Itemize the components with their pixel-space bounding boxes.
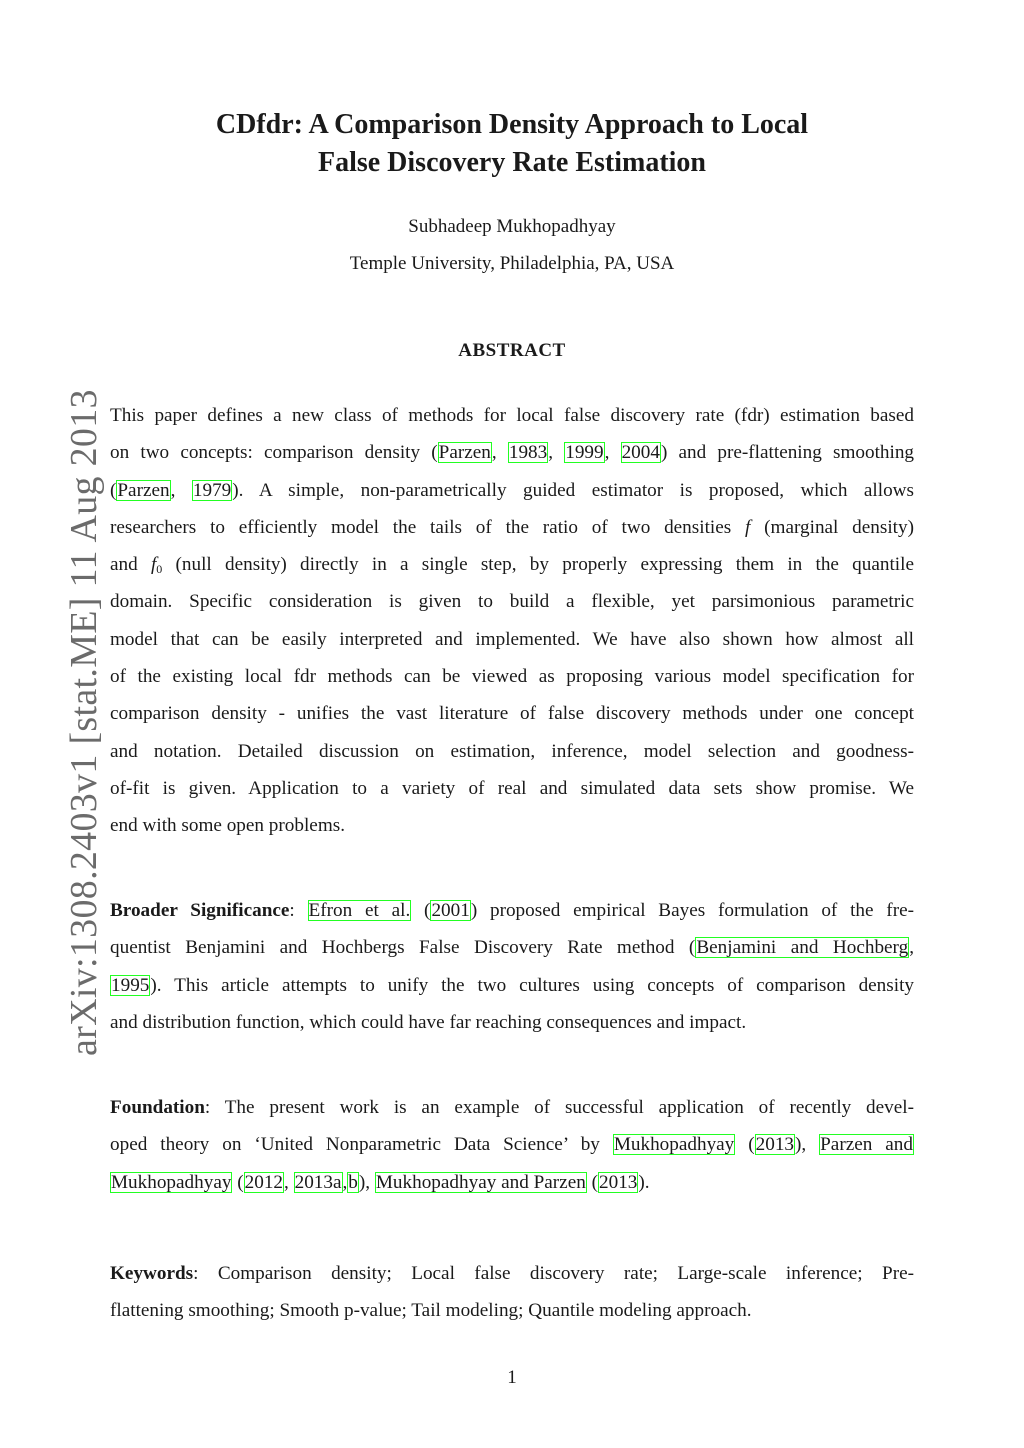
foundation-line bbox=[110, 1089, 914, 1126]
broader-significance-paragraph bbox=[110, 892, 914, 1041]
title-line-2: False Discovery Rate Estimation bbox=[317, 147, 707, 178]
text-run: researchers to efficiently model the tails of the ratio of two densities bbox=[110, 516, 746, 538]
text-run: This paper defines a new class of methods for local false discovery rate (fdr) estimation based bbox=[110, 405, 914, 426]
keywords-label: Keywords bbox=[110, 1263, 194, 1284]
text-run: , bbox=[909, 937, 914, 959]
keywords-paragraph bbox=[110, 1255, 914, 1330]
text-run: quentist Benjamini and Hochbergs False Discovery Rate method ( bbox=[110, 937, 696, 959]
text-run: ), bbox=[795, 1134, 820, 1156]
abstract-line bbox=[110, 472, 914, 509]
text-run: ). A simple, non-parametrically guided estimator is proposed, which allows bbox=[232, 479, 914, 501]
text-run: ( bbox=[735, 1134, 755, 1156]
abstract-line bbox=[110, 509, 914, 546]
citation-link[interactable]: Mukhopadhyay bbox=[111, 1171, 232, 1193]
citation-link[interactable]: 2012 bbox=[244, 1171, 283, 1193]
paper-title bbox=[110, 106, 914, 182]
abstract-line: of-fit is given. Application to a variety of real and simulated data sets show promise. We bbox=[110, 777, 914, 799]
abstract-line: and notation. Detailed discussion on estimation, inference, model selection and goodness- bbox=[110, 740, 914, 762]
abstract-line bbox=[110, 546, 914, 583]
text-run: , bbox=[170, 479, 192, 501]
broader-line bbox=[110, 967, 914, 1004]
math-subscript: 0 bbox=[156, 562, 163, 577]
citation-link[interactable]: 1999 bbox=[565, 442, 604, 464]
text-run: : Comparison density; Local false discovery rate; Large-scale inference; Pre- bbox=[193, 1263, 914, 1284]
text-run: ( bbox=[411, 900, 431, 921]
citation-link[interactable]: Efron et al. bbox=[308, 900, 411, 921]
citation-link[interactable]: 1979 bbox=[192, 479, 232, 501]
abstract-paragraph bbox=[110, 397, 914, 845]
abstract-line: of the existing local fdr methods can be viewed as proposing various model specification for bbox=[110, 666, 914, 688]
text-run: ( bbox=[586, 1171, 599, 1193]
text-run: ) and pre-flattening smoothing bbox=[660, 442, 915, 464]
text-run: , bbox=[604, 442, 621, 464]
abstract-heading: ABSTRACT bbox=[458, 340, 566, 361]
citation-link[interactable]: 2013a bbox=[294, 1171, 342, 1193]
broader-significance-label: Broader Significance bbox=[110, 900, 290, 921]
text-run: , bbox=[548, 442, 565, 464]
text-run: ). bbox=[638, 1171, 650, 1193]
foundation-line bbox=[110, 1164, 914, 1201]
citation-link[interactable]: Benjamini and Hochberg bbox=[696, 937, 909, 959]
citation-link[interactable]: Mukhopadhyay and Parzen bbox=[375, 1171, 586, 1193]
keywords-line bbox=[110, 1255, 914, 1292]
title-line-1: CDfdr: A Comparison Density Approach to Local bbox=[215, 109, 809, 140]
abstract-line: model that can be easily interpreted and implemented. We have also shown how almost all bbox=[110, 628, 914, 650]
text-run: , bbox=[284, 1171, 294, 1193]
abstract-line: comparison density - unifies the vast literature of false discovery methods under one concept bbox=[110, 703, 914, 725]
text-run: ( bbox=[110, 479, 117, 501]
text-run: on two concepts: comparison density ( bbox=[110, 442, 438, 464]
citation-link[interactable]: Parzen bbox=[438, 442, 491, 464]
author-affiliation: Temple University, Philadelphia, PA, USA bbox=[349, 253, 675, 274]
citation-link[interactable]: 1983 bbox=[508, 442, 548, 464]
citation-link[interactable]: Mukhopadhyay bbox=[613, 1134, 735, 1156]
text-run: , bbox=[342, 1171, 348, 1193]
math-symbol: f bbox=[150, 554, 157, 576]
citation-link[interactable]: 1995 bbox=[111, 974, 150, 996]
broader-line bbox=[110, 892, 914, 929]
keywords-line: flattening smoothing; Smooth p-value; Tail modeling; Quantile modeling approach. bbox=[110, 1300, 752, 1322]
citation-link[interactable]: 2013 bbox=[755, 1134, 794, 1156]
text-run: oped theory on ‘United Nonparametric Data Science’ by bbox=[110, 1134, 613, 1156]
arxiv-sidebar-stamp: arXiv:1308.2403v1 [stat.ME] 11 Aug 2013 bbox=[63, 389, 105, 1056]
citation-link[interactable]: b bbox=[348, 1171, 358, 1193]
text-run: ), bbox=[358, 1171, 375, 1193]
text-run: , bbox=[491, 442, 508, 464]
page-number: 1 bbox=[507, 1367, 517, 1388]
text-run: ) proposed empirical Bayes formulation of the fre- bbox=[470, 900, 914, 921]
text-run: (marginal density) bbox=[750, 516, 914, 538]
text-run: and bbox=[110, 554, 151, 576]
foundation-label: Foundation bbox=[110, 1097, 205, 1118]
citation-link[interactable]: 2013 bbox=[599, 1171, 638, 1193]
abstract-line bbox=[110, 434, 914, 471]
foundation-paragraph bbox=[110, 1089, 914, 1201]
citation-link[interactable]: Parzen and bbox=[820, 1134, 913, 1156]
citation-link[interactable]: 2004 bbox=[621, 442, 660, 464]
broader-line bbox=[110, 929, 914, 966]
text-run: : bbox=[289, 900, 308, 921]
foundation-line bbox=[110, 1126, 914, 1163]
text-run: : The present work is an example of successful application of recently devel- bbox=[204, 1097, 914, 1118]
abstract-line: domain. Specific consideration is given to build a flexible, yet parsimonious parametric bbox=[110, 591, 914, 613]
citation-link[interactable]: Parzen bbox=[117, 479, 170, 501]
abstract-line bbox=[110, 397, 914, 434]
citation-link[interactable]: 2001 bbox=[431, 900, 470, 921]
text-run: ). This article attempts to unify the two cultures using concepts of comparison density bbox=[150, 974, 914, 996]
math-symbol: f bbox=[745, 516, 751, 538]
abstract-line: end with some open problems. bbox=[110, 815, 346, 837]
author-name: Subhadeep Mukhopadhyay bbox=[408, 216, 616, 237]
text-run: ( bbox=[232, 1171, 244, 1193]
broader-line: and distribution function, which could have far reaching consequences and impact. bbox=[110, 1011, 747, 1033]
text-run: (null density) directly in a single step, by properly expressing them in the quantile bbox=[162, 554, 914, 576]
